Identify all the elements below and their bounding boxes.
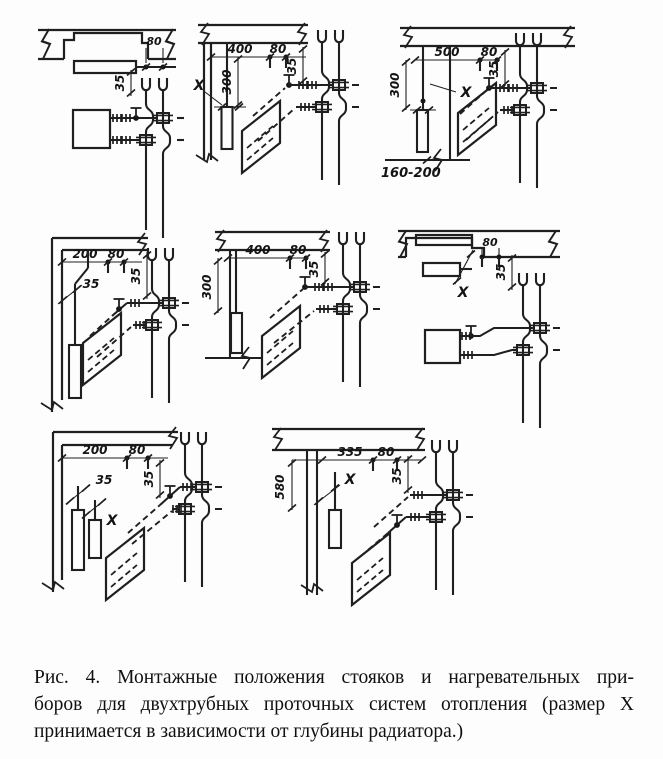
x-size-label: X	[460, 85, 472, 101]
dim-label-160-200: 160-200	[381, 166, 441, 181]
wall-break-icon	[217, 230, 225, 252]
radiator-axonometric	[83, 313, 121, 385]
dim-label-80: 80	[482, 236, 498, 249]
riser-sleeve	[222, 107, 233, 149]
riser-sleeve	[89, 520, 101, 558]
wall-break-icon	[274, 428, 282, 450]
radiator-plan-square	[73, 110, 110, 148]
diagram-8	[272, 428, 473, 605]
dim-label-35: 35	[113, 74, 127, 92]
wall-break-icon	[201, 23, 209, 45]
riser-pair	[175, 432, 222, 587]
figure-caption	[34, 664, 634, 745]
dim-label-80: 80	[377, 445, 395, 459]
dim-label-335: 335	[337, 445, 363, 459]
dim-label-80: 80	[146, 35, 162, 48]
x-size-label: X	[106, 513, 118, 529]
radiator-axonometric	[242, 101, 280, 173]
diagram-3	[381, 26, 575, 188]
dim-label-35-ceiling: 35	[129, 267, 143, 285]
dim-label-80: 80	[107, 247, 125, 261]
wall-break-icon	[166, 29, 174, 59]
pipe-break-icon	[159, 78, 167, 90]
riser-sleeve	[231, 313, 242, 353]
pipe-break-icon	[142, 78, 150, 90]
diagram-6	[398, 231, 560, 428]
diagram-2	[193, 23, 359, 185]
riser-pair	[142, 248, 189, 403]
dim-label-300: 300	[200, 274, 214, 300]
dim-label-35: 35	[285, 57, 299, 75]
radiator-axonometric	[262, 306, 300, 378]
dim-label-80: 80	[480, 45, 498, 59]
wall-niche-outline	[64, 33, 148, 59]
radiator-axonometric	[106, 528, 144, 600]
dim-label-35-wall: 35	[95, 473, 113, 487]
dim-label-400: 400	[245, 243, 271, 257]
wall-break-icon	[196, 154, 218, 162]
riser-pair	[312, 30, 359, 185]
wall-break-icon	[298, 23, 306, 45]
dim-label-80: 80	[128, 443, 146, 457]
riser-pair	[333, 232, 380, 387]
riser-pair	[510, 33, 557, 188]
radiator-plan-rect	[423, 263, 460, 276]
wall-break-icon	[320, 230, 328, 252]
riser-sleeve	[72, 510, 84, 570]
dim-label-200: 200	[82, 443, 108, 457]
diagram-7	[42, 427, 222, 600]
riser-pipe	[146, 89, 153, 230]
riser-sleeve	[417, 110, 428, 152]
dim-label-300: 300	[220, 69, 234, 95]
radiator-plan-square	[425, 330, 460, 363]
dim-label-35: 35	[494, 263, 508, 281]
radiator-axonometric	[352, 533, 390, 605]
riser-pair	[513, 273, 560, 428]
dim-label-35: 35	[390, 467, 404, 485]
dim-label-80: 80	[269, 42, 287, 56]
dim-label-35: 35	[487, 60, 501, 78]
dim-label-200: 200	[72, 247, 98, 261]
wall-break-icon	[42, 29, 50, 59]
diagram-1	[38, 29, 184, 238]
caption-line-3: принимается в зависимости от глубины радиатора.)	[34, 721, 464, 742]
dim-label-35-wall: 35	[82, 277, 100, 291]
wall-break-icon	[138, 233, 146, 255]
riser-sleeve	[69, 345, 81, 398]
wall-break-icon	[416, 428, 424, 450]
riser-pair	[426, 440, 473, 595]
dim-label-80: 80	[289, 243, 307, 257]
dim-label-400: 400	[227, 42, 253, 56]
wall-break-icon	[549, 231, 557, 257]
x-size-label: X	[457, 285, 469, 301]
riser-sleeve	[329, 510, 341, 548]
dim-label-580: 580	[273, 474, 287, 500]
x-size-label: X	[193, 78, 205, 94]
x-size-label: X	[344, 472, 356, 488]
radiator-plan-rect	[74, 61, 136, 73]
caption-line-2: боров для двухтрубных проточных систем отопления (размер X	[34, 694, 634, 715]
dim-label-500: 500	[434, 45, 460, 59]
wall-break-icon	[301, 584, 323, 592]
wall-break-icon	[564, 26, 572, 48]
dim-label-35-ceiling: 35	[142, 470, 156, 488]
dim-label-35: 35	[307, 260, 321, 278]
wall-break-icon	[404, 26, 412, 48]
diagram-5	[200, 230, 380, 387]
caption-line-1: Рис. 4. Монтажные положения стояков и нагревательных при-	[34, 667, 634, 688]
diagram-4	[41, 233, 189, 412]
riser-pipe	[163, 89, 170, 238]
dim-label-300: 300	[388, 72, 402, 98]
